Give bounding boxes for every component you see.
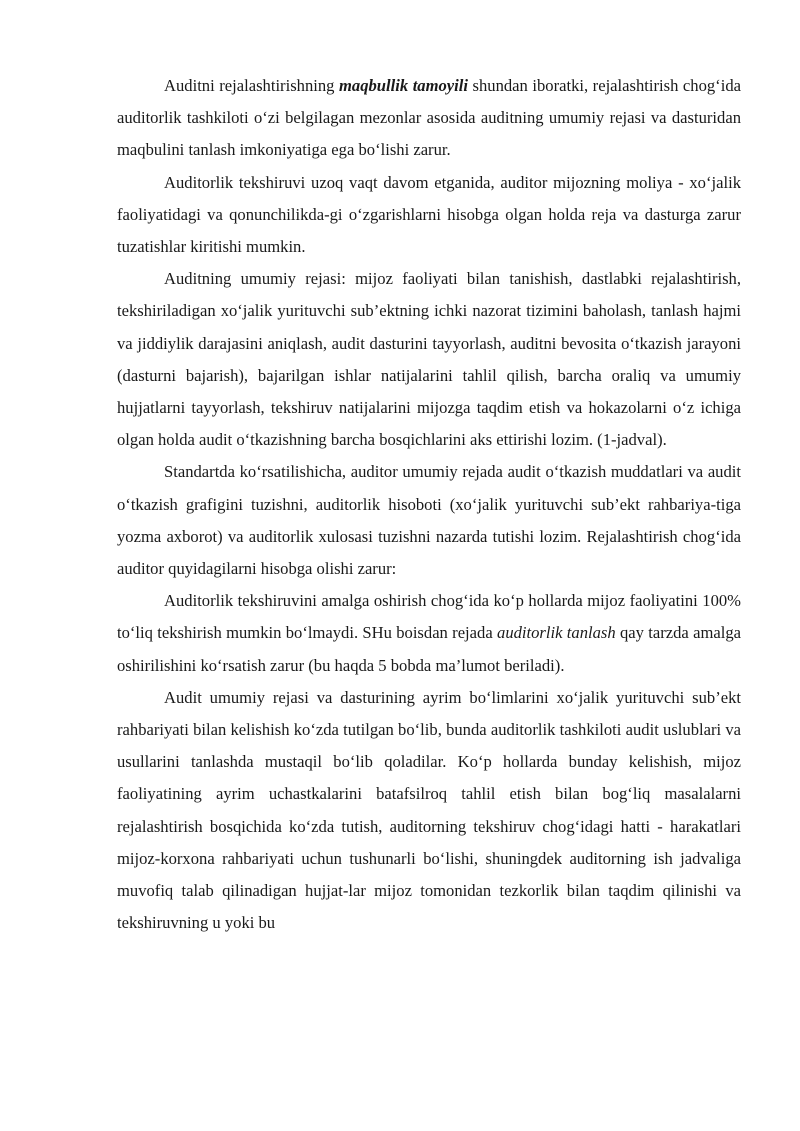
paragraph-sampling	[117, 585, 741, 682]
paragraph-standard: Standartda ko‘rsatilishicha, auditor umumiy rejada audit o‘tkazish muddatlari va audit o‘tkazish grafigini tuzishni, auditorlik hisoboti (xo‘jalik yurituvchi sub’ekt rahbariya-tiga yozma axborot) va auditorlik xulosasi tuzishni nazarda tutishi lozim. Rejalashtirish chog‘ida auditor quyidagilarni hisobga olishi zarur:	[117, 462, 741, 579]
emphasized-term: maqbullik tamoyili	[339, 76, 468, 95]
paragraph-text: shundan iboratki, rejalashtirish chog‘ida auditorlik tashkiloti o‘zi belgilagan mezonlar asosida auditning umumiy rejasi va dasturidan maqbulini tanlash imkoniyatiga ega bo‘lishi zarur.	[117, 76, 741, 160]
paragraph-text: Auditni rejalashtirishning	[164, 76, 339, 95]
paragraph-optimality-principle	[117, 70, 741, 167]
paragraph-text: qay tarzda amalga oshirilishini ko‘rsatish zarur (bu haqda 5 bobda ma’lumot beriladi).	[117, 623, 741, 675]
document-page	[117, 70, 741, 939]
paragraph-general-plan: Auditning umumiy rejasi: mijoz faoliyati bilan tanishish, dastlabki rejalashtirish, tekshiriladigan xo‘jalik yurituvchi sub’ektning ichki nazorat tizimini baholash, tanlash hajmi va jiddiylik darajasini aniqlash, audit dasturini tayyorlash, auditni bevosita o‘tkazish jarayoni (dasturni bajarish), bajarilgan ishlar natijalarini tahlil qilish, barcha oraliq va umumiy hujjatlarni tayyorlash, tekshiruv natijalarini mijozga taqdim etish va hokazolarni o‘z ichiga olgan holda audit o‘tkazishning barcha bosqichlarini aks ettirishi lozim. (1-jadval).	[117, 269, 741, 450]
paragraph-agreement: Audit umumiy rejasi va dasturining ayrim bo‘limlarini xo‘jalik yurituvchi sub’ekt rahbariyati bilan kelishish ko‘zda tutilgan bo‘lib, bunda auditorlik tashkiloti audit uslublari va usullarini tanlashda mustaqil bo‘lib qoladilar. Ko‘p hollarda bunday kelishish, mijoz faoliyatining ayrim uchastkalarini batafsilroq tahlil etish bilan bog‘liq masalalarni rejalashtirish bosqichida ko‘zda tutish, auditorning tekshiruv chog‘idagi hatti - harakatlari mijoz-korxona rahbariyati uchun tushunarli bo‘lishi, shuningdek auditorning ish jadvaliga muvofiq talab qilinadigan hujjat-lar mijoz tomonidan tezkorlik bilan taqdim qilinishi va tekshiruvning u yoki bu	[117, 687, 741, 933]
paragraph-text: Auditorlik tekshiruvini amalga oshirish chog‘ida ko‘p hollarda mijoz faoliyatini 100% to‘liq tekshirish mumkin bo‘lmaydi. SHu boisdan rejada	[117, 591, 741, 643]
emphasized-term: auditorlik tanlash	[497, 623, 616, 643]
paragraph-plan-adjustments: Auditorlik tekshiruvi uzoq vaqt davom etganida, auditor mijozning moliya - xo‘jalik faoliyatidagi va qonunchilikda-gi o‘zgarishlarni hisobga olgan holda reja va dasturga zarur tuzatishlar kiritishi mumkin.	[117, 172, 741, 257]
